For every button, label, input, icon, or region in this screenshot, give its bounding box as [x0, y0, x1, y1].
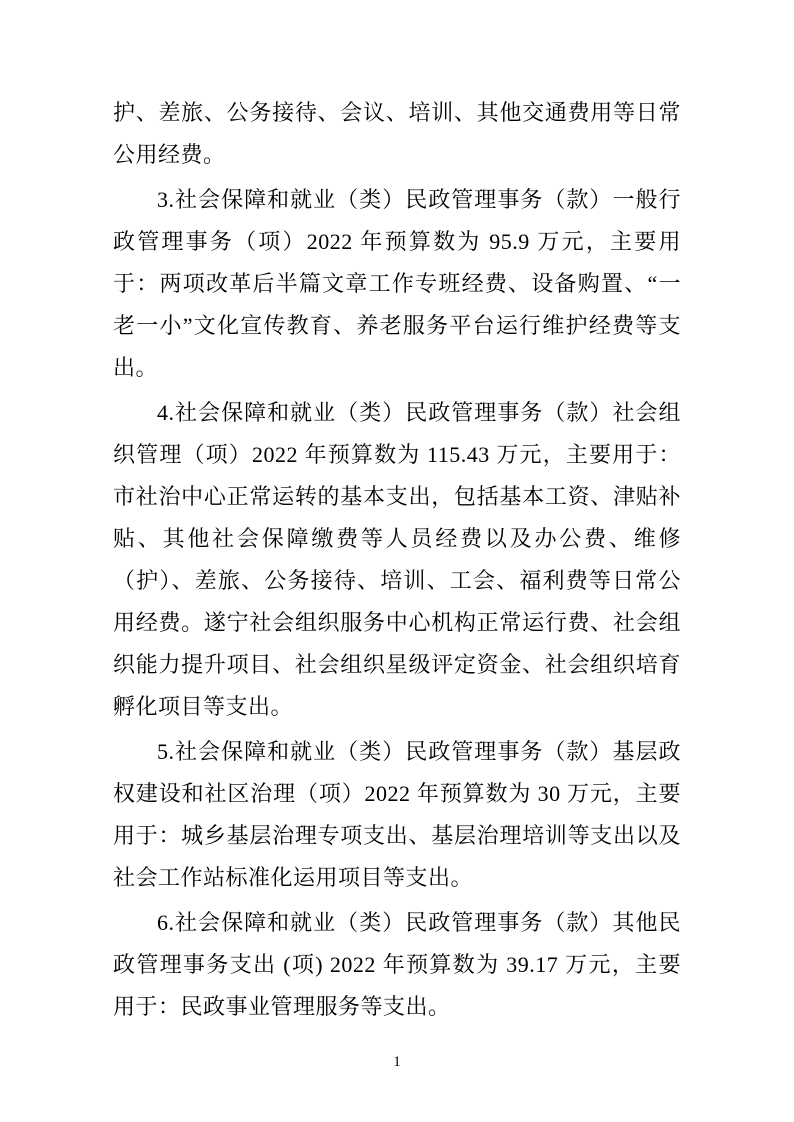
body-paragraph-item-4: 4.社会保障和就业（类）民政管理事务（款）社会组织管理（项）2022 年预算数为 115.43 万元，主要用于：市社治中心正常运转的基本支出，包括基本工资、津贴补贴、其他社会保障缴费等人员经费以及办公费、维修（护）、差旅、公务接待、培训、工会、福利费等日常公用经费。遂宁社会组织服务中心机构正常运行费、社会组织能力提升项目、社会组织星级评定资金、社会组织培育孵化项目等支出。 — [113, 400, 681, 719]
body-paragraph-continuation: 护、差旅、公务接待、会议、培训、其他交通费用等日常公用经费。 — [113, 100, 681, 167]
body-paragraph-item-5: 5.社会保障和就业（类）民政管理事务（款）基层政权建设和社区治理（项）2022 年预算数为 30 万元，主要用于：城乡基层治理专项支出、基层治理培训等支出以及社会工作站标准化运用项目等支出。 — [113, 739, 681, 890]
document-body — [113, 92, 681, 1028]
body-paragraph-item-6: 6.社会保障和就业（类）民政管理事务（款）其他民政管理事务支出 (项) 2022 年预算数为 39.17 万元，主要用于：民政事业管理服务等支出。 — [113, 910, 681, 1019]
page-number: 1 — [393, 1054, 401, 1070]
body-paragraph-item-3: 3.社会保障和就业（类）民政管理事务（款）一般行政管理事务（项）2022 年预算数为 95.9 万元，主要用于：两项改革后半篇文章工作专班经费、设备购置、“一老一小”文化宣传教育、养老服务平台运行维护经费等支出。 — [113, 187, 681, 380]
